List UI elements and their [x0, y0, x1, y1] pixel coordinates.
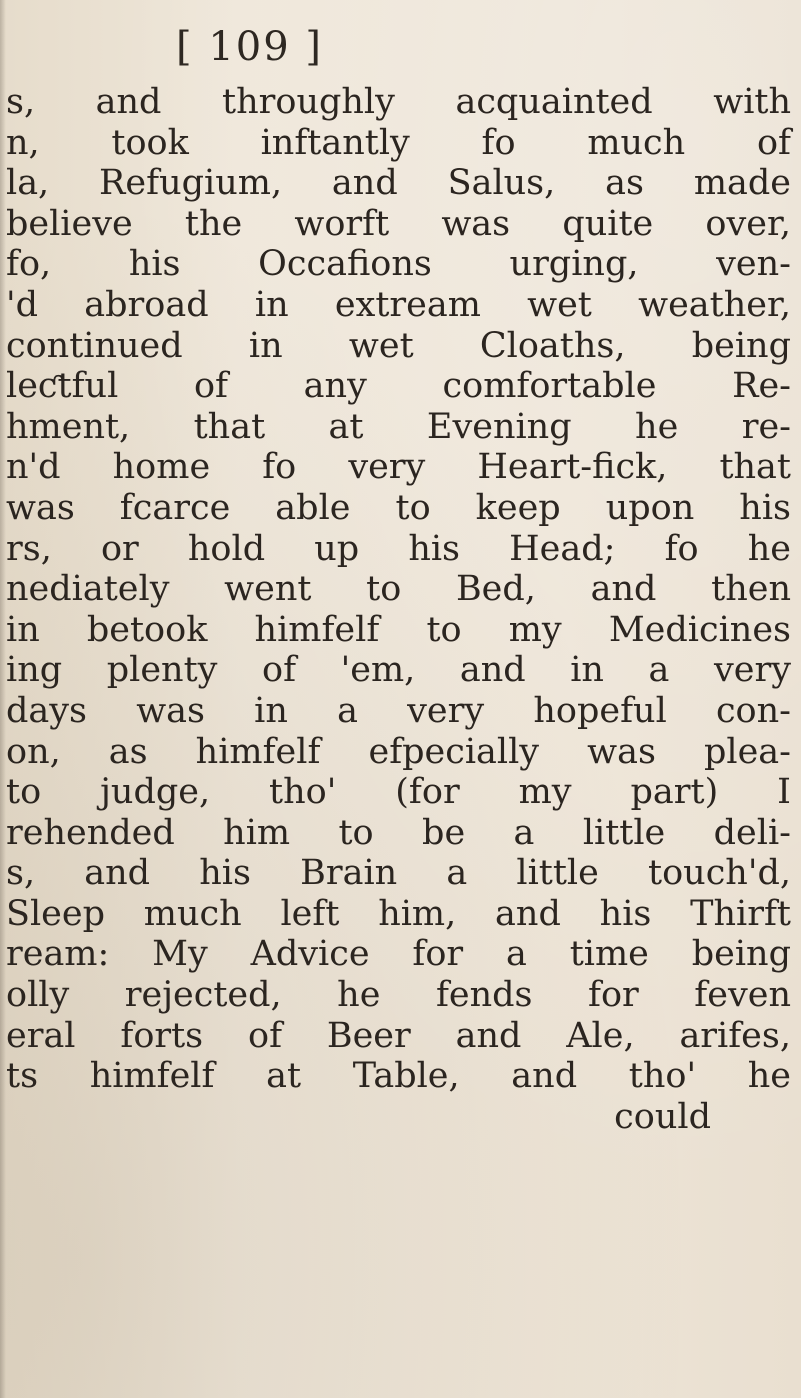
text-line: believe the worft was quite over,	[6, 203, 791, 244]
text-line: s, and throughly acquainted with	[6, 82, 791, 122]
text-line: hment, that at Evening he re-	[6, 406, 791, 447]
text-line: ts himfelf at Table, and tho' he	[6, 1056, 791, 1097]
catchword: could	[614, 1096, 711, 1137]
text-line: olly rejected, he fends for feven	[6, 975, 791, 1016]
text-line: rehended him to be a little deli-	[6, 812, 791, 853]
text-line: s, and his Brain a little touch'd,	[6, 853, 791, 894]
page-number: [ 109 ]	[176, 24, 323, 70]
text-line: was fcarce able to keep upon his	[6, 487, 791, 528]
text-line: nediately went to Bed, and then	[6, 569, 791, 610]
text-line: on, as himfelf efpecially was plea-	[6, 731, 791, 772]
body-text	[0, 82, 801, 1137]
text-line: in betook himfelf to my Medicines	[6, 609, 791, 650]
text-line: days was in a very hopeful con-	[6, 690, 791, 731]
page-header	[0, 18, 801, 78]
text-line: 'd abroad in extream wet weather,	[6, 284, 791, 325]
text-line: fo, his Occafions urging, ven-	[6, 244, 791, 285]
text-line: eral forts of Beer and Ale, arifes,	[6, 1015, 791, 1056]
text-line: la, Refugium, and Salus, as made	[6, 163, 791, 204]
text-line: Sleep much left him, and his Thirft	[6, 893, 791, 934]
text-line: ing plenty of 'em, and in a very	[6, 650, 791, 691]
text-line: n, took inftantly fo much of	[6, 122, 791, 163]
text-line: leƈtful of any comfortable Re-	[6, 366, 791, 407]
text-line: rs, or hold up his Head; fo he	[6, 528, 791, 569]
text-line: n'd home fo very Heart-fick, that	[6, 447, 791, 488]
text-line: continued in wet Cloaths, being	[6, 325, 791, 366]
text-line: ream: My Advice for a time being	[6, 934, 791, 975]
text-line: to judge, tho' (for my part) I	[6, 772, 791, 813]
